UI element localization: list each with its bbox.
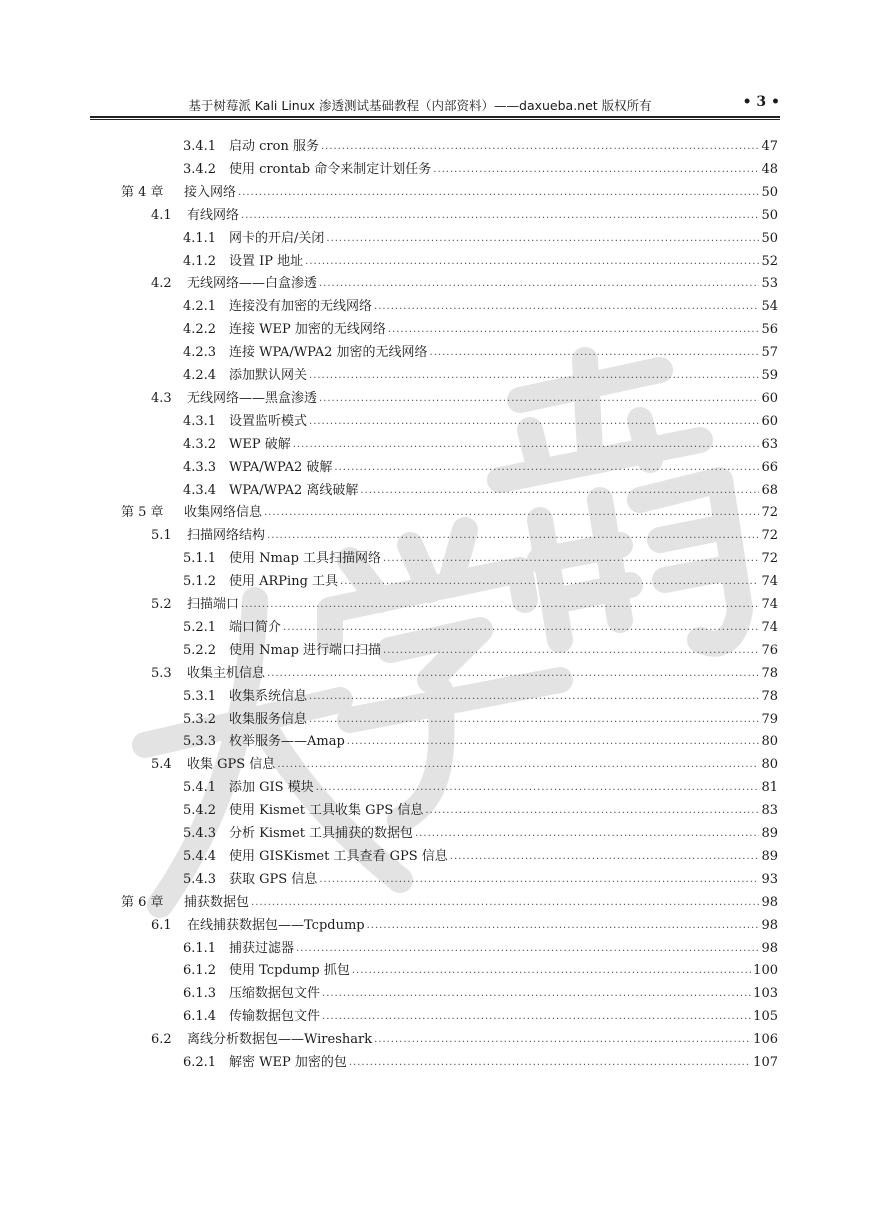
toc-entry-number: 4.1.1	[183, 230, 217, 246]
toc-entry-title: 无线网络——白盒渗透	[187, 276, 318, 292]
toc-leader-dots	[319, 276, 759, 292]
toc-entry-title: 使用 crontab 命令来制定计划任务	[229, 161, 432, 177]
toc-entry-page: 80	[761, 757, 778, 773]
toc-entry-number: 第 4 章	[121, 184, 164, 200]
toc-leader-dots	[360, 483, 759, 499]
toc-entry-title: 设置 IP 地址	[229, 253, 304, 269]
toc-entry-number: 5.3.3	[183, 734, 217, 750]
toc-entry-title: 有线网络	[187, 207, 240, 223]
toc-entry-page: 50	[761, 230, 778, 246]
toc-entry[interactable]	[151, 914, 778, 934]
toc-entry[interactable]	[183, 937, 778, 957]
toc-leader-dots	[309, 368, 759, 384]
toc-leader-dots	[349, 1055, 751, 1071]
toc-entry-number: 5.2	[151, 597, 172, 612]
toc-entry-number: 4.2	[151, 276, 172, 292]
toc-entry-page: 93	[761, 871, 778, 887]
toc-entry-title: 解密 WEP 加密的包	[229, 1055, 347, 1070]
toc-entry-page: 66	[761, 459, 778, 475]
header-rule-thin	[90, 119, 780, 120]
toc-leader-dots	[388, 322, 760, 338]
toc-entry[interactable]	[151, 272, 778, 292]
toc-entry-title: WPA/WPA2 离线破解	[229, 482, 359, 498]
toc-entry-number: 5.3	[151, 665, 172, 681]
toc-leader-dots	[238, 185, 759, 201]
toc-entry-number: 5.4.2	[183, 803, 217, 819]
toc-entry-page: 78	[761, 688, 778, 704]
toc-entry[interactable]	[151, 753, 778, 773]
toc-leader-dots	[277, 757, 759, 773]
toc-leader-dots	[293, 437, 760, 453]
toc-leader-dots	[319, 872, 759, 888]
toc-entry-number: 6.1.2	[183, 963, 217, 979]
toc-entry-title: 分析 Kismet 工具捕获的数据包	[229, 826, 414, 841]
toc-entry-title: 连接 WPA/WPA2 加密的无线网络	[229, 345, 428, 361]
toc-entry-number: 5.4	[151, 757, 172, 773]
toc-leader-dots	[251, 895, 759, 911]
toc-entry-title: 设置监听模式	[229, 413, 308, 429]
toc-entry-number: 5.3.2	[183, 711, 217, 727]
toc-leader-dots	[322, 986, 751, 1002]
toc-entry-page: 98	[761, 940, 778, 956]
toc-leader-dots	[309, 712, 759, 728]
toc-leader-dots	[283, 620, 759, 636]
toc-entry-number: 5.4.4	[183, 848, 217, 864]
toc-leader-dots	[321, 139, 759, 155]
toc-leader-dots	[309, 689, 759, 705]
toc-entry-title: 使用 ARPing 工具	[229, 574, 339, 590]
toc-entry-number: 4.3.1	[183, 413, 217, 429]
toc-entry-title: 连接没有加密的无线网络	[229, 299, 373, 315]
toc-entry-title: 启动 cron 服务	[229, 139, 319, 154]
toc-entry[interactable]	[183, 547, 778, 567]
toc-entry-page: 72	[761, 551, 778, 567]
toc-entry-page: 60	[761, 413, 778, 429]
toc-entry-number: 4.3.3	[183, 459, 217, 475]
toc-entry-title: 连接 WEP 加密的无线网络	[229, 322, 386, 338]
toc-entry[interactable]	[183, 227, 778, 247]
toc-entry-title: 使用 Kismet 工具收集 GPS 信息	[229, 803, 424, 819]
toc-leader-dots	[433, 162, 759, 178]
toc-leader-dots	[383, 643, 759, 659]
toc-entry[interactable]	[183, 158, 778, 178]
toc-entry[interactable]	[183, 1005, 778, 1025]
toc-entry-number: 5.1	[151, 528, 172, 544]
toc-entry[interactable]	[183, 708, 778, 728]
toc-entry[interactable]	[183, 318, 778, 338]
toc-entry-number: 5.4.1	[183, 780, 217, 796]
toc-entry-title: 传输数据包文件	[229, 1009, 321, 1025]
toc-entry[interactable]	[183, 685, 778, 705]
toc-entry[interactable]	[183, 982, 778, 1002]
toc-entry-title: 压缩数据包文件	[229, 986, 321, 1002]
toc-entry-title: 使用 Nmap 进行端口扫描	[229, 642, 382, 658]
toc-entry-title: 扫描网络结构	[187, 528, 266, 544]
toc-entry-number: 4.1	[151, 207, 172, 223]
toc-entry-page: 59	[761, 368, 778, 383]
toc-leader-dots	[326, 231, 759, 247]
toc-entry-number: 5.3.1	[183, 688, 217, 704]
toc-entry[interactable]	[183, 364, 778, 384]
toc-entry-page: 57	[761, 345, 778, 361]
toc-leader-dots	[374, 299, 759, 315]
toc-leader-dots	[352, 963, 751, 979]
toc-entry[interactable]	[183, 776, 778, 796]
toc-leader-dots	[305, 254, 759, 270]
toc-leader-dots	[450, 849, 760, 865]
toc-entry-page: 56	[761, 322, 778, 338]
toc-entry[interactable]	[151, 204, 778, 224]
toc-entry-title: WEP 破解	[229, 436, 291, 452]
page-number: • 3 •	[742, 94, 780, 110]
toc-entry-number: 5.1.2	[183, 574, 217, 590]
toc-entry[interactable]	[183, 295, 778, 315]
running-header	[90, 94, 780, 116]
toc-entry[interactable]	[183, 639, 778, 659]
toc-entry[interactable]	[183, 341, 778, 361]
book-title: 基于树莓派 Kali Linux 渗透测试基础教程（内部资料）——daxueba.net 版权所有	[188, 98, 652, 113]
toc-entry-page: 74	[761, 574, 778, 590]
toc-entry-page: 74	[761, 619, 778, 635]
toc-leader-dots	[267, 528, 759, 544]
toc-entry[interactable]	[151, 524, 778, 544]
toc-entry-number: 6.2.1	[183, 1055, 217, 1070]
toc-leader-dots	[264, 505, 759, 521]
toc-entry-page: 89	[761, 826, 778, 841]
toc-entry-page: 74	[761, 597, 778, 612]
toc-entry[interactable]	[183, 250, 778, 270]
toc-entry-title: 在线捕获数据包——Tcpdump	[187, 917, 365, 933]
toc-entry-number: 5.2.2	[183, 642, 217, 658]
toc-entry-title: 获取 GPS 信息	[229, 871, 318, 887]
toc-entry-number: 4.1.2	[183, 253, 217, 269]
toc-entry[interactable]	[121, 501, 778, 521]
toc-leader-dots	[241, 208, 759, 224]
toc-entry-number: 6.1.3	[183, 986, 217, 1002]
toc-entry-page: 68	[761, 482, 778, 498]
toc-entry-page: 79	[761, 711, 778, 727]
toc-leader-dots	[267, 666, 759, 682]
toc-entry[interactable]	[183, 959, 778, 979]
toc-entry[interactable]	[183, 135, 778, 155]
toc-entry[interactable]	[151, 387, 778, 407]
toc-entry-title: 收集主机信息	[187, 665, 266, 681]
toc-entry-title: 收集服务信息	[229, 711, 308, 727]
toc-leader-dots	[383, 551, 759, 567]
toc-leader-dots	[296, 941, 759, 957]
toc-leader-dots	[319, 391, 759, 407]
toc-entry-title: 接入网络	[184, 184, 237, 200]
toc-entry[interactable]	[151, 593, 778, 613]
toc-entry-number: 4.3	[151, 390, 172, 406]
toc-entry-page: 76	[761, 642, 778, 658]
toc-entry-page: 100	[753, 963, 778, 979]
toc-entry-number: 4.2.4	[183, 368, 217, 383]
toc-entry-page: 54	[761, 299, 778, 315]
toc-entry-title: WPA/WPA2 破解	[229, 459, 333, 475]
toc-entry-title: 网卡的开启/关闭	[229, 230, 325, 246]
toc-leader-dots	[340, 574, 759, 590]
toc-entry-number: 6.1	[151, 917, 172, 933]
toc-entry-page: 63	[761, 436, 778, 452]
toc-entry[interactable]	[151, 662, 778, 682]
toc-leader-dots	[316, 780, 760, 796]
toc-entry-title: 使用 Nmap 工具扫描网络	[229, 551, 382, 567]
toc-entry[interactable]	[121, 181, 778, 201]
toc-leader-dots	[241, 597, 759, 613]
toc-entry-number: 第 5 章	[121, 505, 164, 521]
toc-entry-title: 使用 GISKismet 工具查看 GPS 信息	[229, 848, 448, 864]
toc-entry-number: 3.4.2	[183, 161, 217, 177]
toc-entry[interactable]	[183, 479, 778, 499]
toc-entry-number: 4.3.4	[183, 482, 217, 498]
toc-entry-title: 捕获数据包	[184, 894, 250, 910]
toc-entry[interactable]	[183, 570, 778, 590]
toc-entry[interactable]	[183, 433, 778, 453]
toc-entry-page: 103	[753, 986, 778, 1002]
toc-entry-title: 无线网络——黑盒渗透	[187, 390, 318, 406]
toc-entry-page: 48	[761, 161, 778, 177]
toc-leader-dots	[309, 414, 759, 430]
toc-entry-page: 60	[761, 390, 778, 406]
toc-entry-number: 4.3.2	[183, 436, 217, 452]
toc-entry-number: 5.2.1	[183, 619, 217, 635]
toc-entry-page: 50	[761, 184, 778, 200]
toc-entry-page: 53	[761, 276, 778, 292]
toc-entry-page: 107	[753, 1055, 778, 1070]
toc-entry[interactable]	[183, 616, 778, 636]
toc-entry-page: 52	[761, 253, 778, 269]
toc-entry[interactable]	[183, 799, 778, 819]
toc-entry-number: 5.4.3	[183, 826, 217, 841]
toc-entry-page: 72	[761, 505, 778, 521]
toc-entry-page: 47	[761, 139, 778, 154]
toc-entry-title: 添加默认网关	[229, 368, 308, 383]
toc-entry-page: 81	[761, 780, 778, 796]
toc-entry-number: 6.1.4	[183, 1009, 217, 1025]
toc-entry-number: 3.4.1	[183, 139, 217, 154]
toc-leader-dots	[322, 1009, 751, 1025]
toc-entry-title: 收集网络信息	[184, 505, 263, 521]
toc-entry-number: 6.2	[151, 1032, 172, 1048]
toc-leader-dots	[347, 734, 760, 750]
toc-entry-title: 端口简介	[229, 619, 282, 635]
toc-entry-page: 72	[761, 528, 778, 544]
toc-entry-title: 添加 GIS 模块	[229, 780, 314, 796]
toc-entry-page: 83	[761, 803, 778, 819]
toc-entry-page: 106	[753, 1032, 778, 1048]
toc-entry-title: 离线分析数据包——Wireshark	[187, 1032, 373, 1048]
toc-entry-title: 扫描端口	[187, 597, 240, 612]
toc-entry-title: 枚举服务——Amap	[229, 734, 345, 750]
toc-entry-page: 105	[753, 1009, 778, 1025]
toc-entry[interactable]	[183, 730, 778, 750]
toc-entry-number: 6.1.1	[183, 940, 217, 956]
toc-leader-dots	[367, 918, 760, 934]
toc-leader-dots	[430, 345, 760, 361]
toc-entry-page: 80	[761, 734, 778, 750]
toc-entry-number: 5.4.3	[183, 871, 217, 887]
toc-entry-title: 收集系统信息	[229, 688, 308, 704]
toc-entry-title: 收集 GPS 信息	[187, 757, 276, 773]
toc-entry[interactable]	[183, 845, 778, 865]
toc-leader-dots	[425, 803, 759, 819]
toc-entry-title: 使用 Tcpdump 抓包	[229, 963, 350, 979]
header-rule-thick	[90, 116, 780, 118]
toc-entry-number: 4.2.3	[183, 345, 217, 361]
toc-entry-number: 5.1.1	[183, 551, 217, 567]
toc-entry[interactable]	[183, 868, 778, 888]
toc-entry[interactable]	[183, 456, 778, 476]
toc-entry[interactable]	[183, 1051, 778, 1071]
toc-entry-number: 4.2.1	[183, 299, 217, 315]
toc-entry[interactable]	[183, 410, 778, 430]
toc-entry-page: 78	[761, 665, 778, 681]
toc-entry-number: 4.2.2	[183, 322, 217, 338]
toc-entry-page: 98	[761, 894, 778, 910]
toc-leader-dots	[415, 826, 759, 842]
toc-entry-page: 89	[761, 848, 778, 864]
toc-entry-title: 捕获过滤器	[229, 940, 295, 956]
toc-entry[interactable]	[121, 891, 778, 911]
toc-entry-page: 50	[761, 207, 778, 223]
toc-entry[interactable]	[183, 822, 778, 842]
toc-entry-number: 第 6 章	[121, 894, 164, 910]
toc-entry-page: 98	[761, 917, 778, 933]
toc-entry[interactable]	[151, 1028, 778, 1048]
toc-leader-dots	[374, 1032, 751, 1048]
toc-leader-dots	[334, 460, 759, 476]
